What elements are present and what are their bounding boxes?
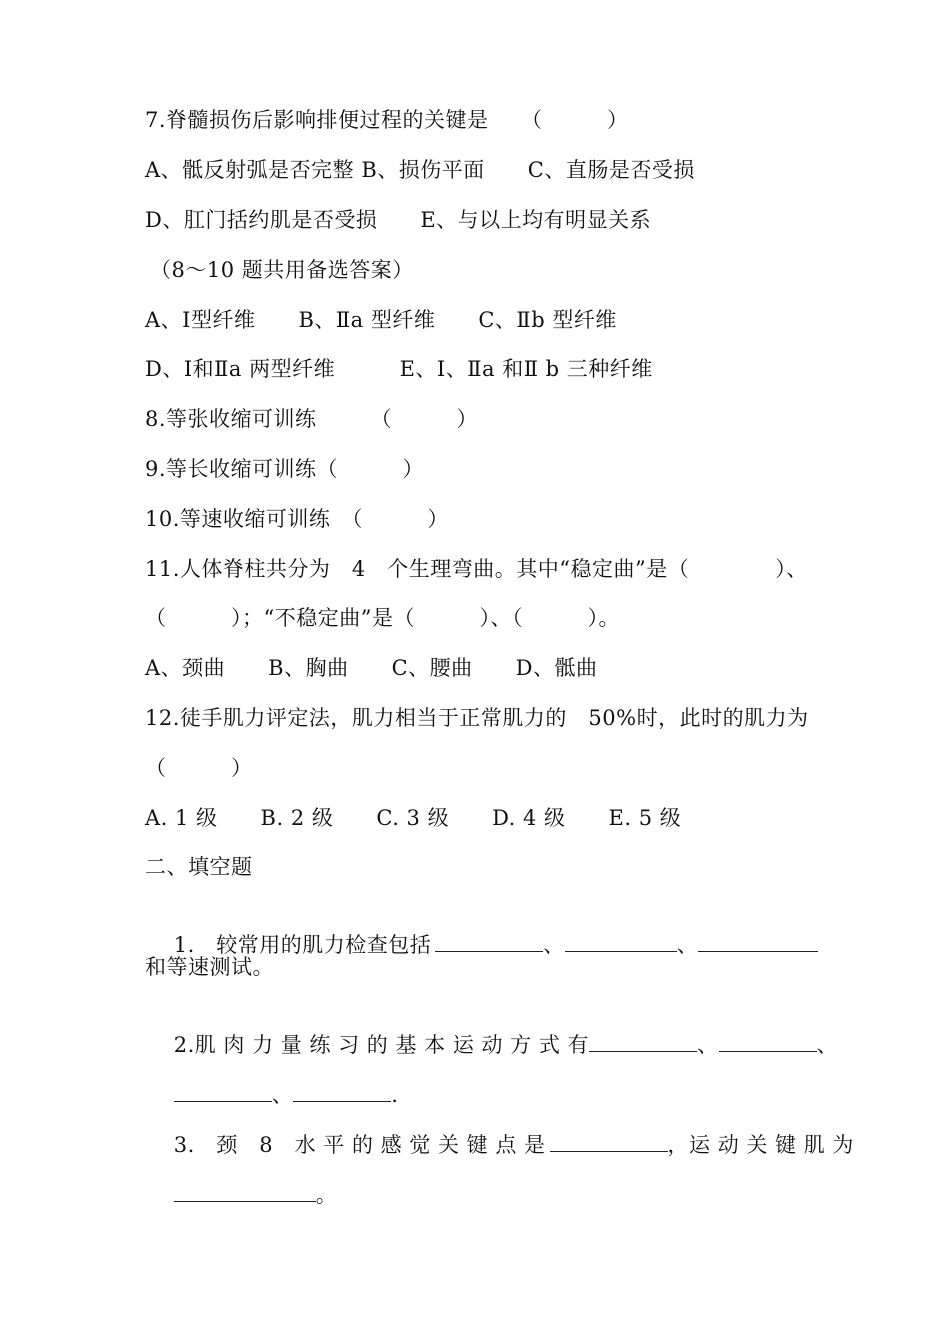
answer-blank[interactable] (174, 1081, 272, 1102)
fill-3-prefix: 3. 颈 8 水 平 的 感 觉 关 键 点 是 (173, 1133, 546, 1157)
answer-blank[interactable] (435, 931, 543, 952)
answer-blank[interactable] (719, 1031, 817, 1052)
answer-blank[interactable] (550, 1131, 668, 1152)
fill-2-prefix: 2.肌 肉 力 量 练 习 的 基 本 运 动 方 式 有 (173, 1033, 590, 1057)
question-12-line-1: 12.徒手肌力评定法，肌力相当于正常肌力的 50%时，此时的肌力为 (145, 706, 809, 730)
section-heading-fill-in: 二、填空题 (145, 855, 253, 879)
question-11-line-1: 11.人体脊柱共分为 4 个生理弯曲。其中“稳定曲”是（ ）、 (145, 557, 808, 581)
fill-question-1-line-2: 和等速测试。 (145, 955, 274, 979)
question-12-options: A. 1 级 B. 2 级 C. 3 级 D. 4 级 E. 5 级 (145, 806, 682, 830)
question-7-options-2: D、肛门括约肌是否受损 E、与以上均有明显关系 (145, 208, 652, 232)
shared-options-2: D、Ⅰ和Ⅱa 两型纤维 E、Ⅰ、Ⅱa 和Ⅱ b 三种纤维 (145, 357, 653, 381)
answer-blank[interactable] (293, 1081, 391, 1102)
separator: 、 (271, 1083, 294, 1107)
period: 。 (315, 1183, 338, 1207)
fill-question-3-line-2 (145, 1153, 337, 1237)
shared-answer-note: （8～10 题共用备选答案） (150, 258, 414, 282)
question-11-options: A、颈曲 B、胸曲 C、腰曲 D、骶曲 (145, 656, 598, 680)
fill-3-suffix: ，运 动 关 键 肌 为 (667, 1133, 854, 1157)
question-9: 9.等长收缩可训练（ ） (145, 457, 425, 481)
answer-blank[interactable] (589, 1031, 697, 1052)
shared-options-1: A、Ⅰ型纤维 B、Ⅱa 型纤维 C、Ⅱb 型纤维 (145, 308, 617, 332)
answer-blank[interactable] (565, 931, 677, 952)
question-7-options-1: A、骶反射弧是否完整 B、损伤平面 C、直肠是否受损 (145, 158, 695, 182)
separator: 、 (676, 933, 699, 957)
answer-blank[interactable] (174, 1181, 316, 1202)
question-10: 10.等速收缩可训练 （ ） (145, 507, 449, 531)
separator: 、 (697, 1033, 719, 1057)
period: . (391, 1083, 399, 1107)
question-11-line-2: （ ）；“不稳定曲”是（ ）、（ ）。 (145, 606, 620, 630)
answer-blank[interactable] (698, 931, 818, 952)
question-7: 7.脊髓损伤后影响排便过程的关键是 （ ） (145, 108, 629, 132)
separator: 、 (816, 1033, 839, 1057)
separator: 、 (543, 933, 565, 957)
question-8: 8.等张收缩可训练 （ ） (145, 407, 479, 431)
fill-1-prefix: 1. 较常用的肌力检查包括 (173, 933, 432, 957)
question-12-line-2: （ ） (145, 756, 253, 780)
